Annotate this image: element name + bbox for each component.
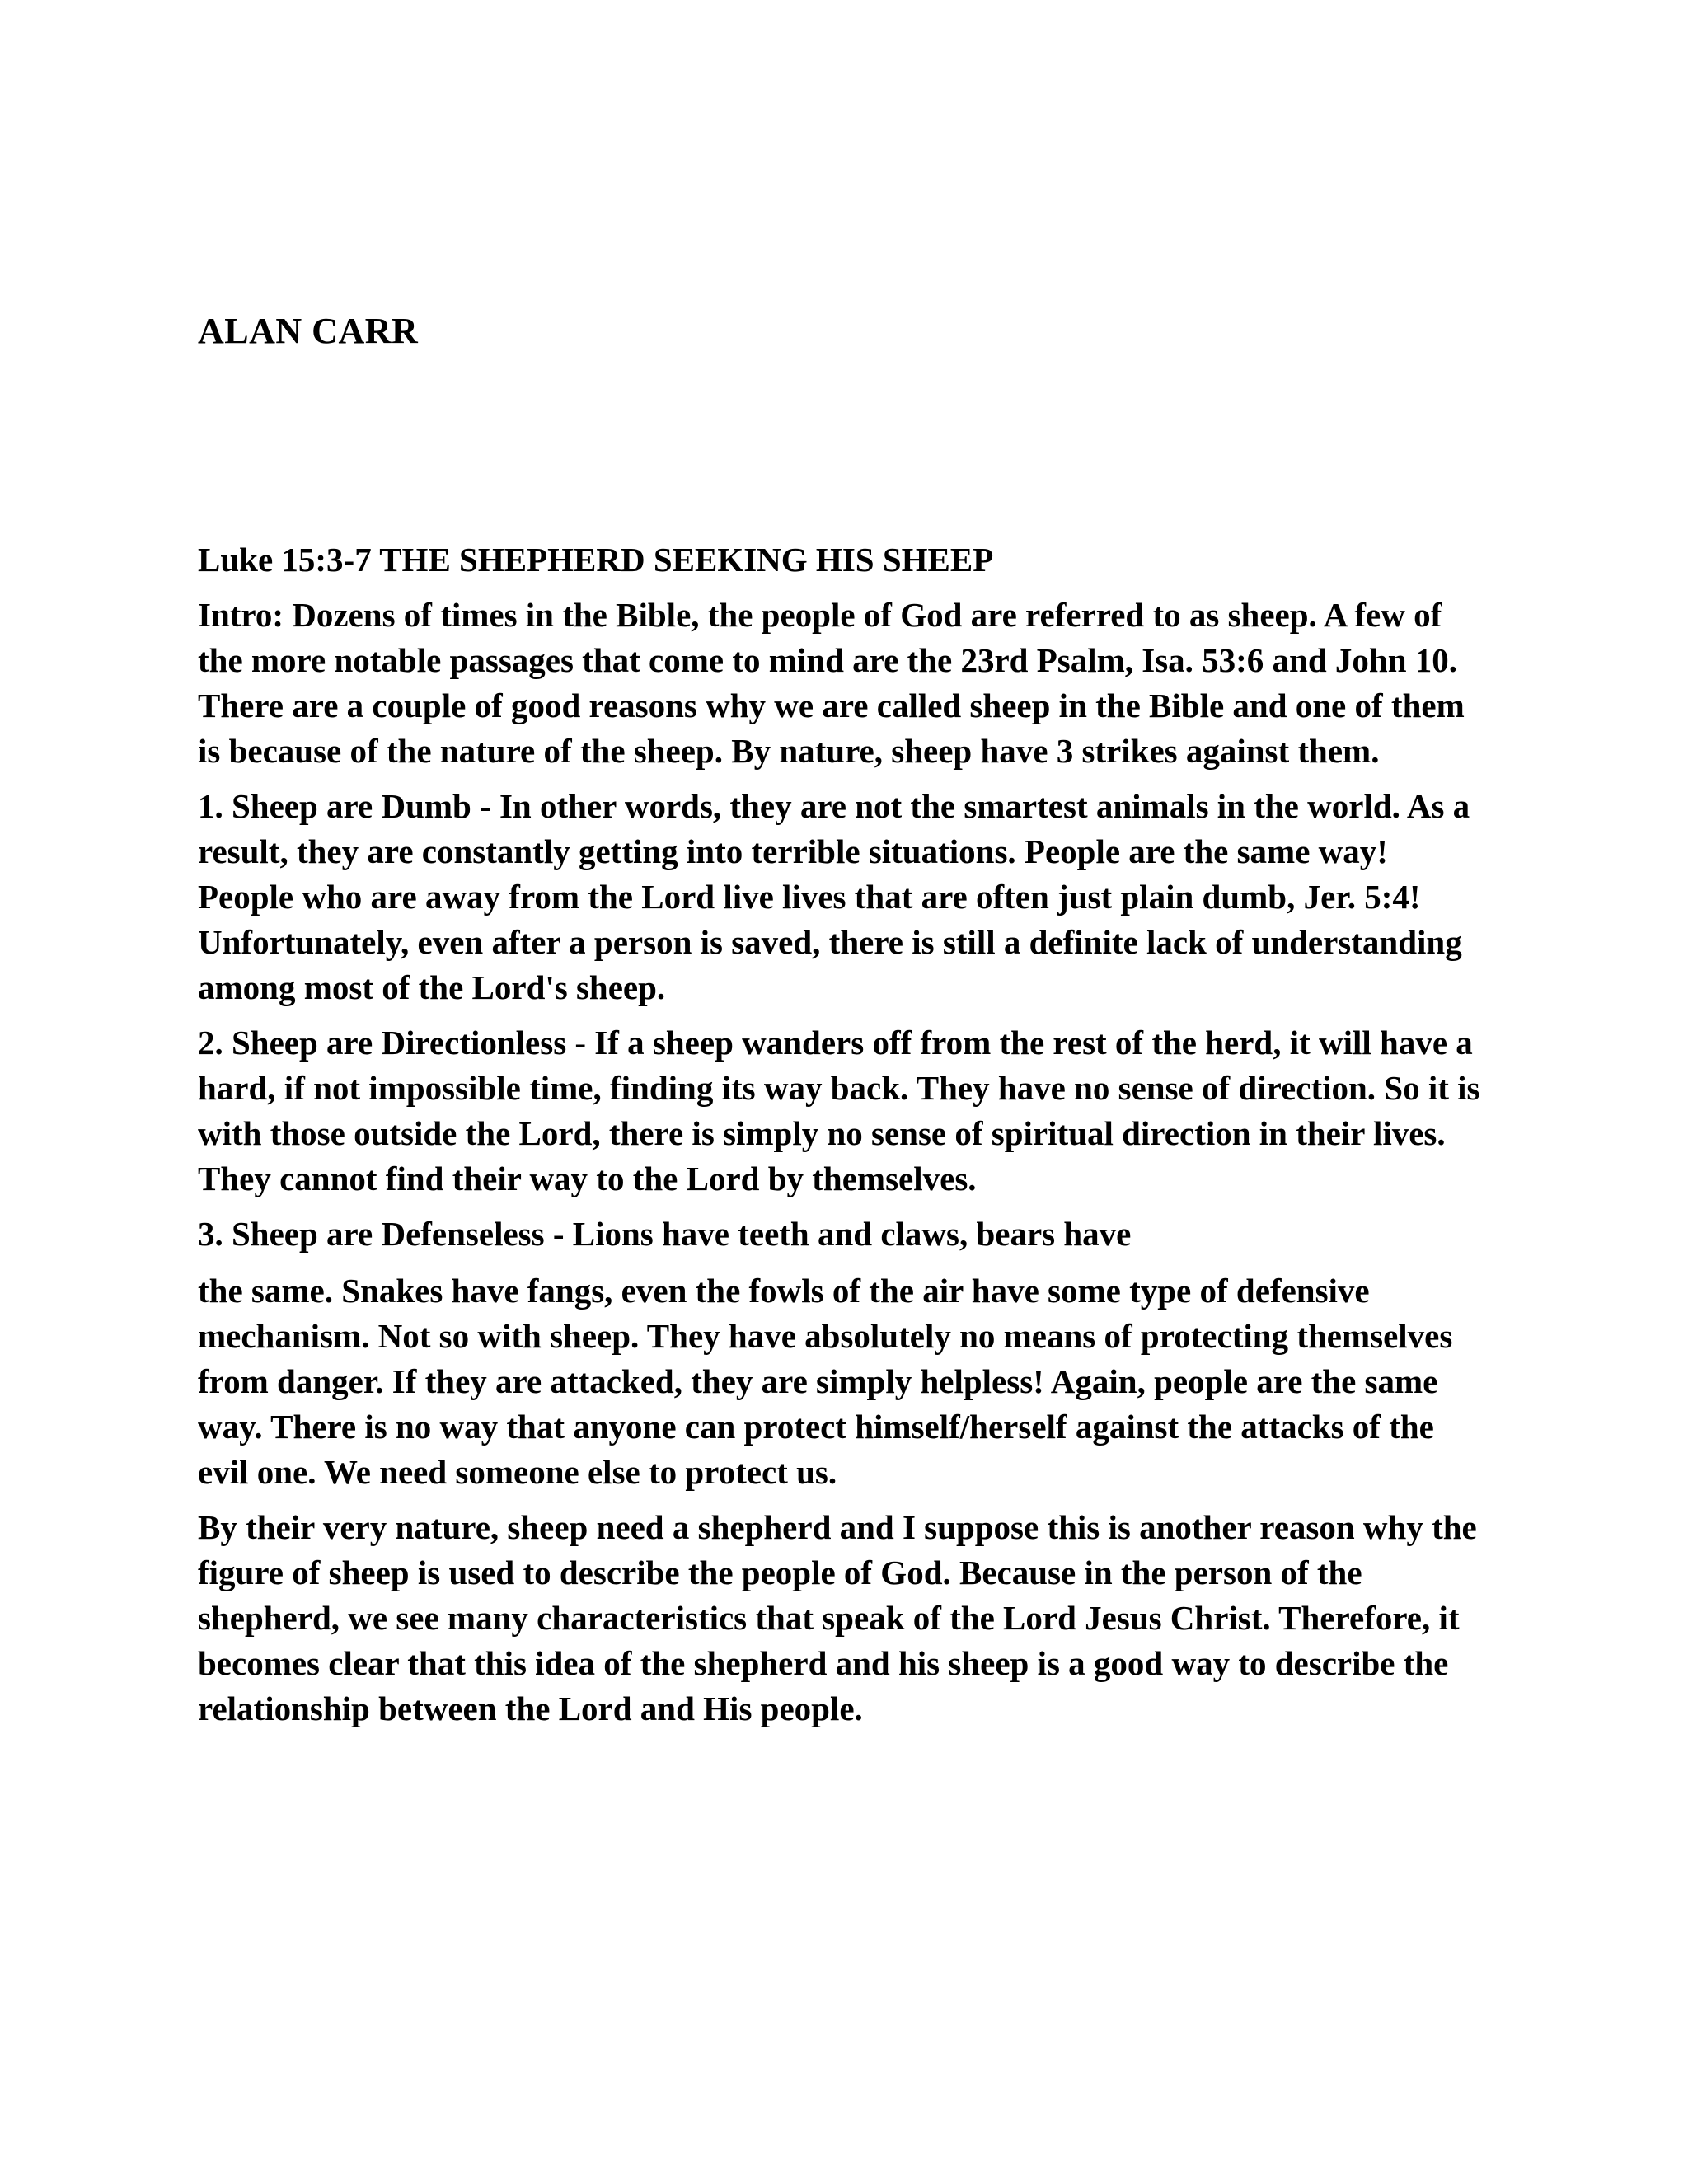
point-3-heading-paragraph: 3. Sheep are Defenseless - Lions have teeth and claws, bears have <box>198 1215 1132 1253</box>
point-2-paragraph: 2. Sheep are Directionless - If a sheep wanders off from the rest of the herd, it will have a hard, if not impossible time, finding its way back. They have no sense of direction. So it is with those outside the Lord, there is simply no sense of spiritual direction in their lives. They cannot find their way to the Lord by themselves. <box>198 1024 1480 1197</box>
sermon-title: Luke 15:3-7 THE SHEPHERD SEEKING HIS SHEEP <box>198 541 994 579</box>
intro-paragraph: Intro: Dozens of times in the Bible, the people of God are referred to as sheep. A few of the more notable passages that come to mind are the 23rd Psalm, Isa. 53:6 and John 10. There are a couple of good reasons why we are called sheep in the Bible and one of them is because of the nature of the sheep. By nature, sheep have 3 strikes against them. <box>198 596 1465 770</box>
point-1-paragraph: 1. Sheep are Dumb - In other words, they are not the smartest animals in the world. As a result, they are constantly getting into terrible situations. People are the same way! People who are away from the Lord live lives that are often just plain dumb, Jer. 5:4! Unfortunately, even after a person is saved, there is still a definite lack of understanding among most of the Lord's sheep. <box>198 787 1470 1006</box>
conclusion-paragraph: By their very nature, sheep need a shepherd and I suppose this is another reason why the figure of sheep is used to describe the people of God. Because in the person of the shepherd, we see many characteristics that speak of the Lord Jesus Christ. Therefore, it becomes clear that this idea of the shepherd and his sheep is a good way to describe the relationship between the Lord and His people. <box>198 1508 1477 1727</box>
point-3-continuation-paragraph: the same. Snakes have fangs, even the fowls of the air have some type of defensive mechanism. Not so with sheep. They have absolutely no means of protecting themselves from danger. If they are attacked, they are simply helpless! Again, people are the same way. There is no way that anyone can protect himself/herself against the attacks of the evil one. We need someone else to protect us. <box>198 1272 1453 1491</box>
author-name: ALAN CARR <box>198 311 419 351</box>
document-body <box>198 537 1484 1741</box>
